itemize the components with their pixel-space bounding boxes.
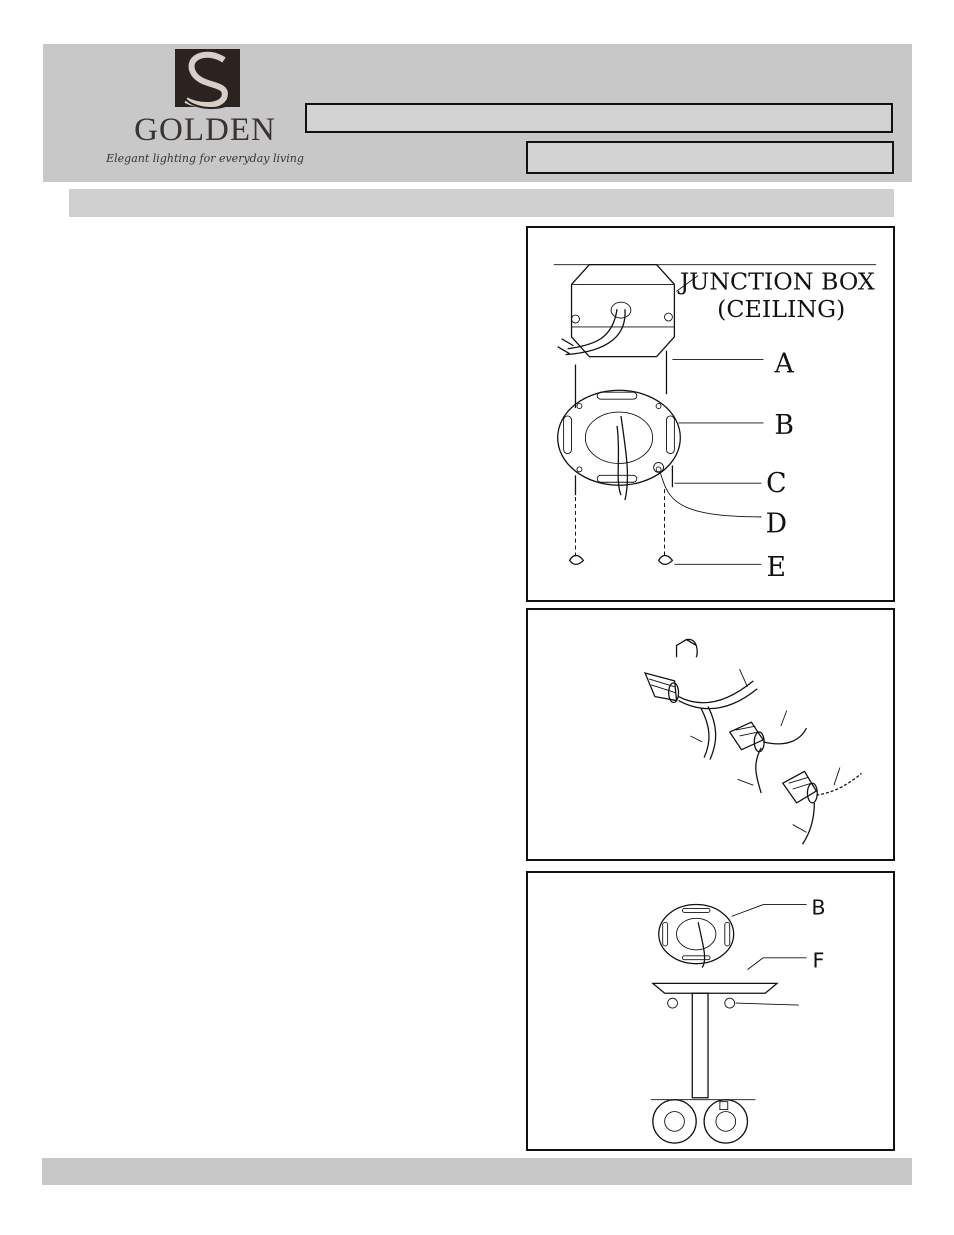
brand-name: GOLDEN <box>134 112 276 148</box>
cap-nut-e-right <box>659 555 673 564</box>
wire-nut-1 <box>645 673 678 703</box>
ring-right <box>704 1100 747 1143</box>
figure-junction-box <box>526 226 895 602</box>
label-f: F <box>812 948 825 973</box>
label-d: D <box>765 508 787 540</box>
figure-fixture-mounting <box>526 871 895 1151</box>
label-b: B <box>774 409 795 441</box>
section-title-bar <box>69 189 894 217</box>
product-title-box <box>305 103 893 133</box>
stem-drawing <box>692 993 708 1097</box>
canopy-drawing <box>653 983 777 993</box>
wire-1c <box>701 708 709 757</box>
canopy-nut-right <box>725 998 735 1008</box>
footer-band <box>42 1158 912 1185</box>
wire-connector-2 <box>562 339 574 346</box>
figure-wire-connectors <box>526 608 895 861</box>
wire-3a <box>816 773 861 795</box>
brand-tagline: Elegant lighting for everyday living <box>106 152 304 165</box>
wire-3b <box>803 803 815 844</box>
wire-2a <box>763 728 806 744</box>
junction-box-label: JUNCTION BOX <box>679 267 875 296</box>
ground-wire <box>621 416 627 500</box>
brand-logo <box>106 46 304 174</box>
label-a: A <box>774 348 794 380</box>
fixture-clip <box>720 1102 728 1110</box>
wire-nut-2 <box>730 722 764 752</box>
small-wire <box>698 922 704 967</box>
ring-left <box>653 1100 696 1143</box>
wire-nut-3 <box>783 771 817 802</box>
label-e: E <box>766 552 787 584</box>
canopy-nut-left <box>668 998 678 1008</box>
junction-box-drawing <box>572 265 675 357</box>
label-c: C <box>766 468 787 500</box>
label-b-fig3: B <box>811 895 826 920</box>
cap-nut-e-left <box>570 555 584 564</box>
wire-2b <box>756 748 761 793</box>
ceiling-label: (CEILING) <box>717 295 846 324</box>
mounting-plate-small-drawing <box>659 905 734 964</box>
model-number-box <box>526 141 894 174</box>
wire-connector-1 <box>558 347 570 354</box>
green-screw-d <box>654 462 664 472</box>
wire-1b <box>679 689 758 709</box>
twist-arrow-icon <box>677 639 698 657</box>
